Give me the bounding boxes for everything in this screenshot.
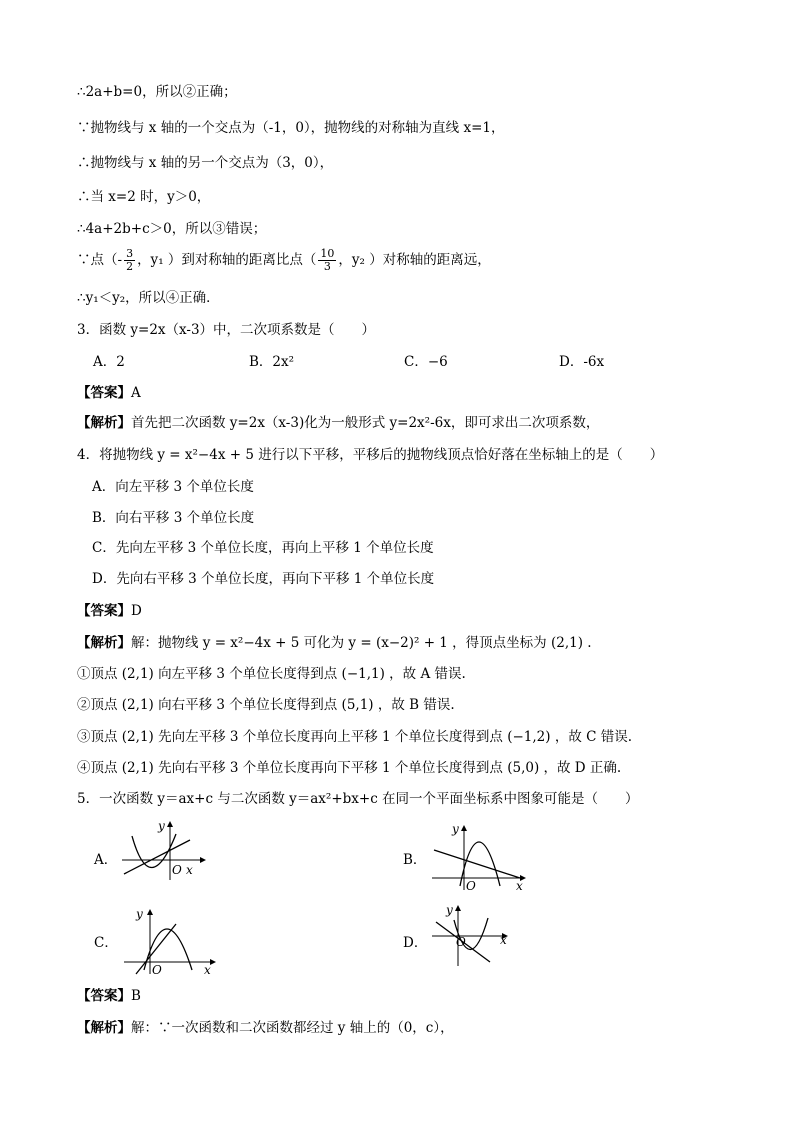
graph-option-a [118,818,208,883]
answer-tag: 【答案】 [77,603,131,619]
option-a: A．向左平移 3 个单位长度 [92,479,254,495]
fraction-denominator: 2 [126,260,134,273]
axis-label-x: x [516,879,523,892]
option-c: C．−6 [404,354,448,370]
answer-value: D [131,603,142,619]
text-line-with-fractions [77,248,491,273]
graph-option-b [428,820,528,892]
analysis-line [77,413,599,433]
analysis-text: 解：抛物线 y = x²−4x + 5 可化为 y = (x−2)² + 1 ，得顶点坐标为 (2,1) . [131,635,592,651]
analysis-tag: 【解析】 [77,415,131,431]
answer-value: A [131,385,141,401]
analysis-step: ③顶点 (2,1) 先向左平移 3 个单位长度再向上平移 1 个单位长度得到点 (−1,2) ，故 C 错误. [77,729,633,745]
axis-label-x: x [500,933,507,947]
option-d-label: D． [403,935,428,951]
axis-label-x: x [186,863,193,877]
text-segment: ∵点（- [77,252,123,268]
answer-tag: 【答案】 [77,988,131,1004]
answer-line [77,601,142,621]
analysis-step: ④顶点 (2,1) 先向右平移 3 个单位长度再向下平移 1 个单位长度得到点 (5,0) ，故 D 正确. [77,760,622,776]
option-c: C．先向左平移 3 个单位长度，再向上平移 1 个单位长度 [92,540,434,556]
origin-label: O [152,963,162,976]
graph-option-d [428,900,518,972]
graph-option-c [118,904,218,976]
analysis-tag: 【解析】 [77,1020,131,1036]
axis-label-y: y [158,819,165,833]
analysis-text: 解：∵一次函数和二次函数都经过 y 轴上的（0，c）， [131,1020,454,1036]
answer-line [77,383,141,403]
option-a-label: A． [94,852,118,868]
fraction-numerator: 10 [320,247,335,260]
text-line: ∴y₁＜y₂，所以④正确． [77,290,220,306]
option-c-label: C． [94,935,118,951]
question-stem: 5．一次函数 y＝ax+c 与二次函数 y＝ax²+bx+c 在同一个平面坐标系中图象可能是（ ） [77,791,639,807]
answer-value: B [131,988,141,1004]
analysis-line [77,1018,454,1038]
origin-label: O [172,863,182,877]
axis-label-y: y [452,822,459,836]
text-segment: ，y₂ ）对称轴的距离远， [338,252,491,268]
option-b-label: B． [403,852,427,868]
text-line: ∴抛物线与 x 轴的另一个交点为（3，0）， [77,155,334,171]
option-b: B．向右平移 3 个单位长度 [92,510,255,526]
analysis-step: ②顶点 (2,1) 向右平移 3 个单位长度得到点 (5,1) ，故 B 错误. [77,697,455,713]
option-d: D．先向右平移 3 个单位长度，再向下平移 1 个单位长度 [92,571,435,587]
answer-tag: 【答案】 [77,385,131,401]
text-line: ∴2a+b=0，所以②正确； [77,84,237,100]
axis-label-y: y [446,903,453,917]
fraction [124,248,135,273]
analysis-step: ①顶点 (2,1) 向左平移 3 个单位长度得到点 (−1,1) ，故 A 错误. [77,666,466,682]
fraction [318,248,336,273]
option-b: B．2x² [249,354,295,370]
option-d: D．-6x [559,354,605,370]
axis-label-y: y [136,907,143,921]
text-line: ∴4a+2b+c＞0，所以③错误； [77,221,267,237]
fraction-numerator: 3 [126,247,134,260]
analysis-tag: 【解析】 [77,635,131,651]
origin-label: O [466,879,476,892]
option-a: A．2 [93,354,125,370]
fraction-denominator: 3 [323,260,331,273]
analysis-line [77,633,592,653]
question-stem: 4．将抛物线 y = x²−4x + 5 进行以下平移，平移后的抛物线顶点恰好落在坐标轴上的是（ ） [77,447,664,463]
text-line: ∴当 x=2 时，y＞0， [77,189,211,205]
origin-label: O [456,935,466,949]
axis-label-x: x [204,963,211,976]
text-segment: ，y₁ ）到对称轴的距离比点（ [137,252,317,268]
text-line: ∵抛物线与 x 轴的一个交点为（-1，0），抛物线的对称轴为直线 x=1， [77,120,505,136]
answer-line [77,986,141,1006]
question-stem: 3．函数 y=2x（x-3）中，二次项系数是（ ） [77,322,376,338]
analysis-text: 首先把二次函数 y=2x（x-3)化为一般形式 y=2x²-6x，即可求出二次项系数， [131,415,600,431]
